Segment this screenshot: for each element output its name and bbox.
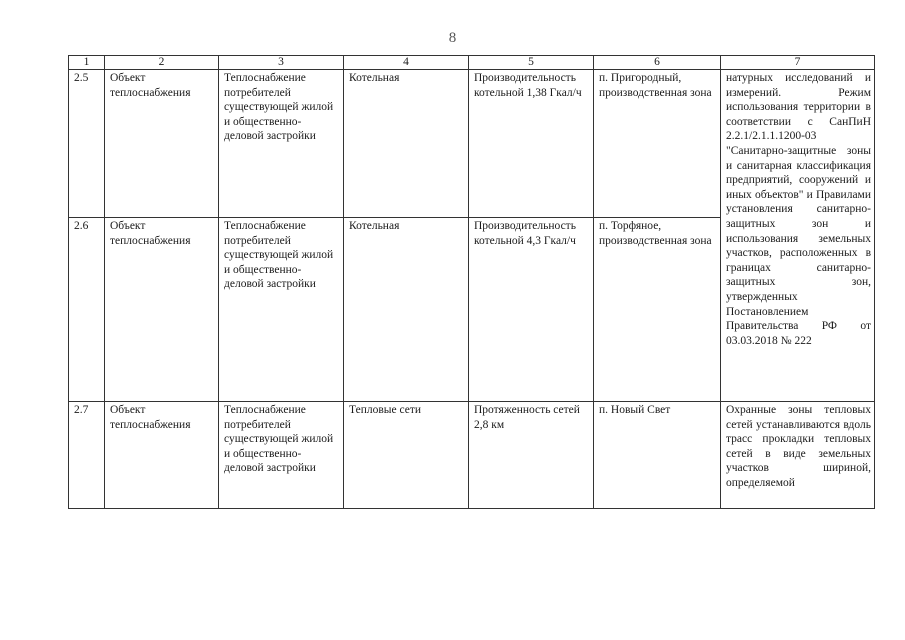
zone-description: Охранные зоны тепловых сетей устанавливаются вдоль трасс прокладки тепловых сетей в виде земельных участков шириной, определяемой bbox=[721, 402, 875, 509]
object-location: п. Пригородный, производственная зона bbox=[594, 70, 721, 218]
object-purpose: Теплоснабжение потребителей существующей жилой и общественно-деловой застройки bbox=[219, 70, 344, 218]
object-characteristics: Производительность котельной 1,38 Гкал/ч bbox=[469, 70, 594, 218]
object-characteristics: Производительность котельной 4,3 Гкал/ч bbox=[469, 218, 594, 402]
header-col-1: 1 bbox=[69, 56, 105, 70]
header-col-5: 5 bbox=[469, 56, 594, 70]
object-characteristics: Протяженность сетей 2,8 км bbox=[469, 402, 594, 509]
header-col-4: 4 bbox=[344, 56, 469, 70]
object-name: Объект теплоснабжения bbox=[105, 70, 219, 218]
table-row bbox=[69, 70, 875, 218]
object-name: Объект теплоснабжения bbox=[105, 402, 219, 509]
header-col-6: 6 bbox=[594, 56, 721, 70]
row-number: 2.6 bbox=[69, 218, 105, 402]
row-number: 2.7 bbox=[69, 402, 105, 509]
header-col-3: 3 bbox=[219, 56, 344, 70]
object-purpose: Теплоснабжение потребителей существующей жилой и общественно-деловой застройки bbox=[219, 218, 344, 402]
table-header-row bbox=[69, 56, 875, 70]
object-location: п. Торфяное, производственная зона bbox=[594, 218, 721, 402]
objects-table bbox=[68, 55, 875, 509]
object-name: Объект теплоснабжения bbox=[105, 218, 219, 402]
object-purpose: Теплоснабжение потребителей существующей жилой и общественно-деловой застройки bbox=[219, 402, 344, 509]
object-location: п. Новый Свет bbox=[594, 402, 721, 509]
header-col-2: 2 bbox=[105, 56, 219, 70]
object-type: Котельная bbox=[344, 70, 469, 218]
row-number: 2.5 bbox=[69, 70, 105, 218]
header-col-7: 7 bbox=[721, 56, 875, 70]
zone-description: натурных исследований и измерений. Режим использования территории в соответствии с СанПиН 2.2.1/2.1.1.1200-03 "Санитарно-защитные зоны и санитарная классификация предприятий, сооружений и иных объектов" и Правилами установления санитарно-защитных зон и использования земельных участков, расположенных в границах санитарно-защитных зон, утвержденных Постановлением Правительства РФ от 03.03.2018 № 222 bbox=[721, 70, 875, 402]
page-number: 8 bbox=[448, 30, 457, 46]
object-type: Тепловые сети bbox=[344, 402, 469, 509]
table-row bbox=[69, 402, 875, 509]
object-type: Котельная bbox=[344, 218, 469, 402]
